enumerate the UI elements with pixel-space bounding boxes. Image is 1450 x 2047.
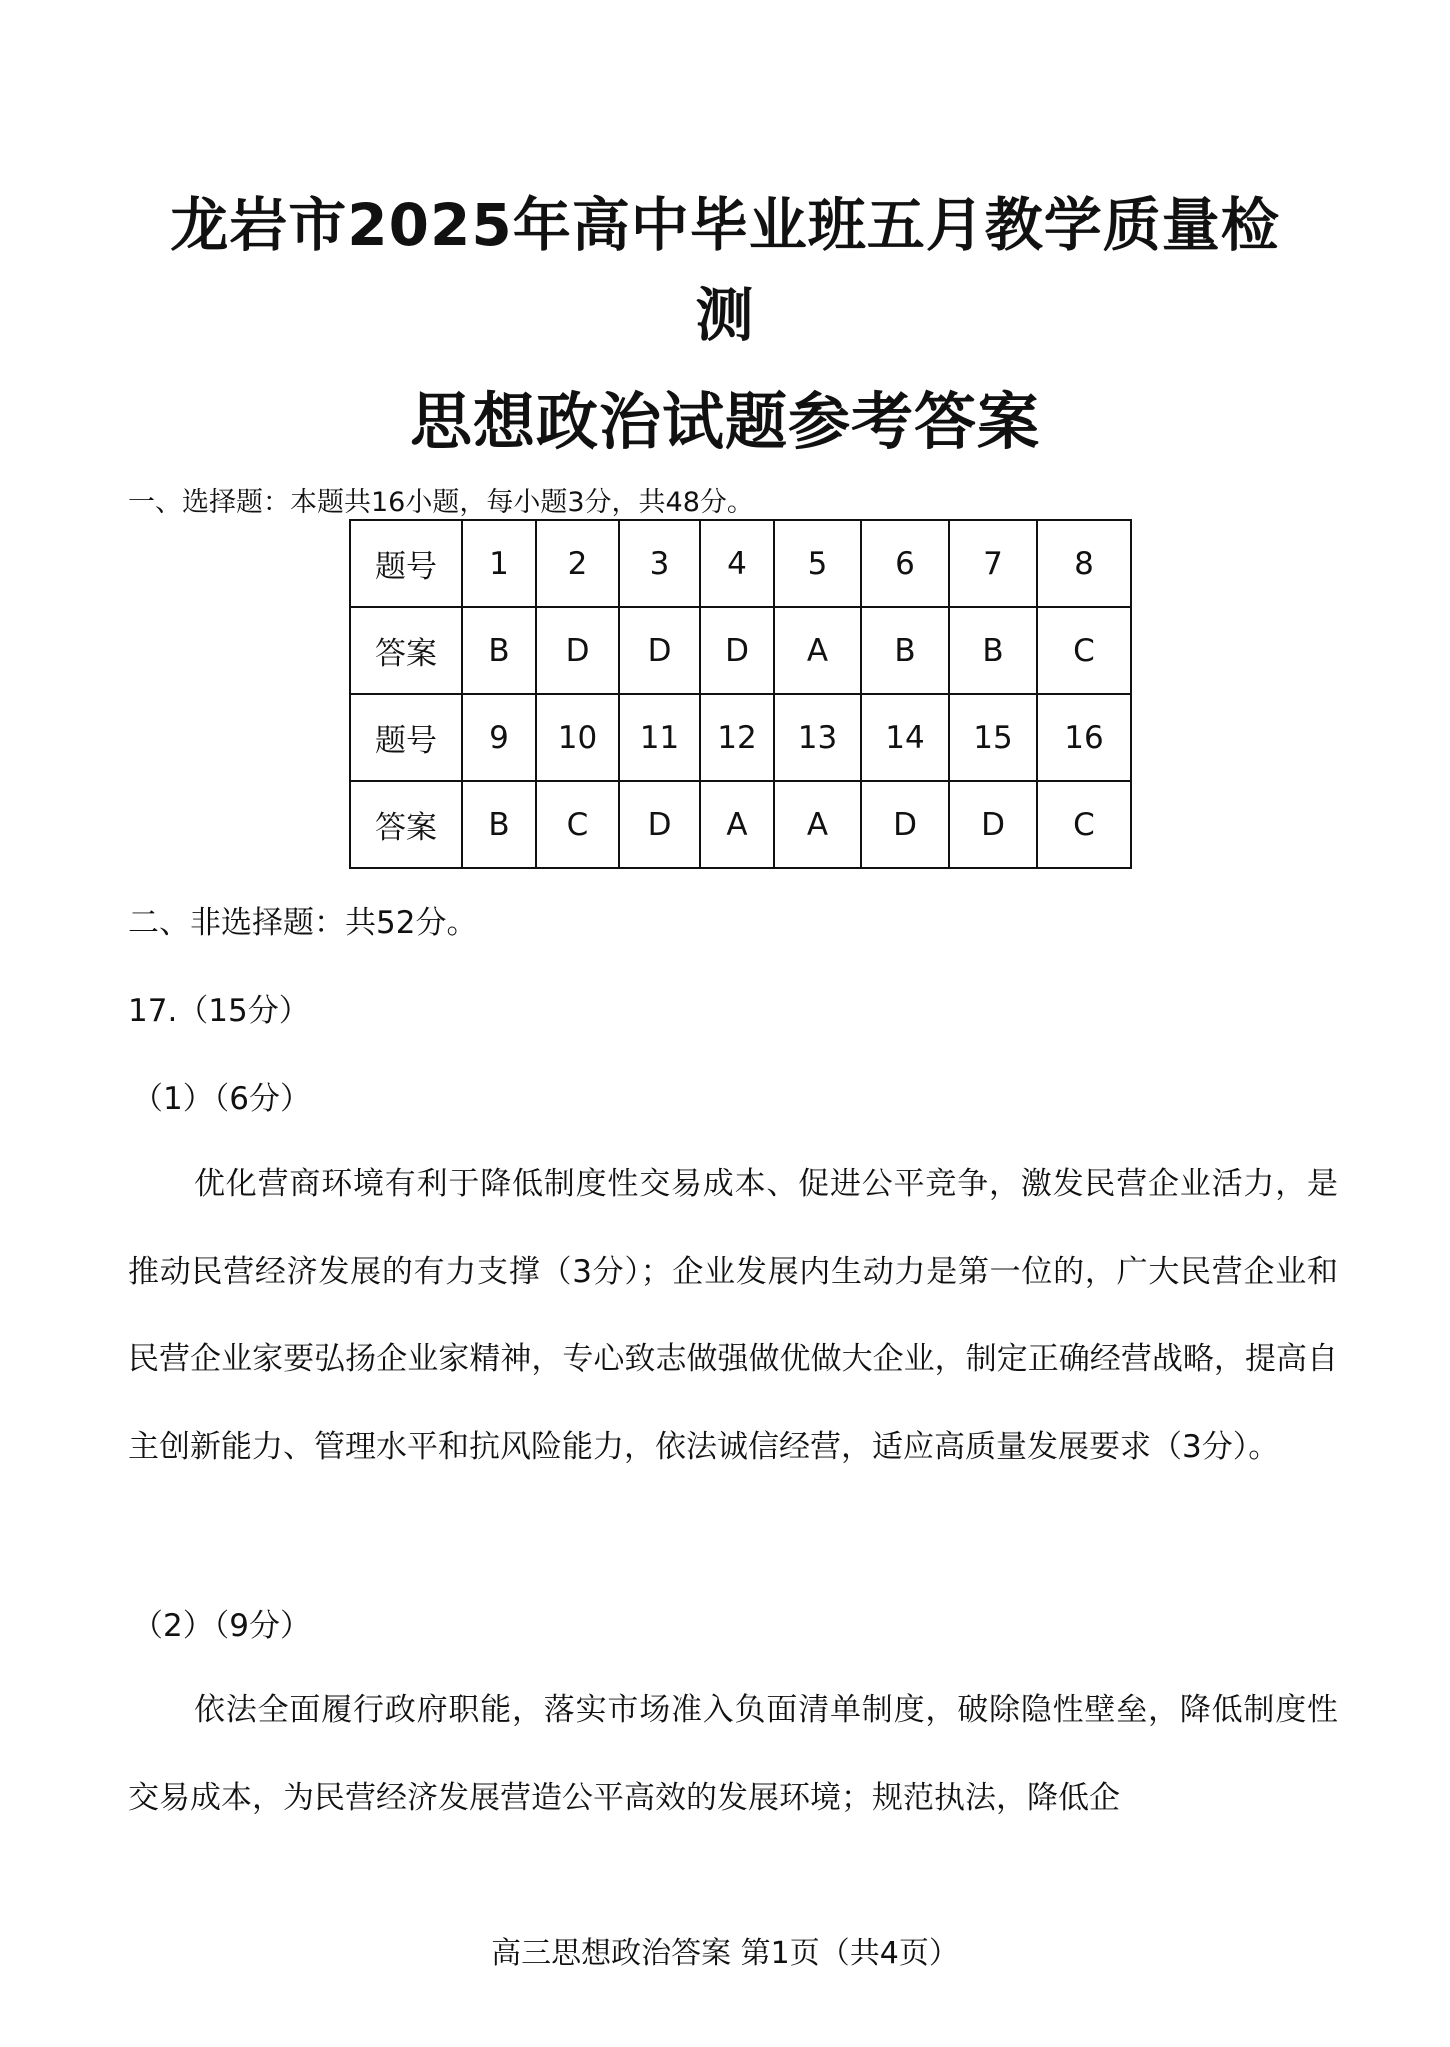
table-cell: 7 — [949, 520, 1037, 607]
table-row-label: 题号 — [350, 520, 462, 607]
table-cell: D — [619, 607, 700, 694]
table-cell: 11 — [619, 694, 700, 781]
table-cell: 2 — [536, 520, 619, 607]
table-cell: D — [619, 781, 700, 868]
table-row — [350, 781, 1131, 868]
document-subtitle: 思想政治试题参考答案 — [409, 385, 1040, 458]
table-cell: C — [1037, 781, 1131, 868]
table-row-label: 答案 — [350, 781, 462, 868]
section-nonchoice-heading: 二、非选择题：共52分。 — [128, 905, 478, 941]
table-cell: A — [774, 781, 861, 868]
table-cell: 1 — [462, 520, 536, 607]
page-footer: 高三思想政治答案 第1页（共4页） — [491, 1936, 959, 1971]
table-cell: 15 — [949, 694, 1037, 781]
document-title-line-2: 测 — [695, 281, 755, 349]
table-cell: 13 — [774, 694, 861, 781]
table-row-label: 答案 — [350, 607, 462, 694]
question-17-part-2-heading: （2）（9分） — [132, 1608, 311, 1644]
table-cell: 6 — [861, 520, 949, 607]
document-title-line-1: 龙岩市2025年高中毕业班五月教学质量检 — [170, 191, 1280, 259]
table-cell: C — [536, 781, 619, 868]
table-row — [350, 520, 1131, 607]
table-cell: A — [700, 781, 774, 868]
table-cell: D — [949, 781, 1037, 868]
question-17-part-1-answer: 优化营商环境有利于降低制度性交易成本、促进公平竞争，激发民营企业活力，是推动民营经济发展的有力支撑（3分）；企业发展内生动力是第一位的，广大民营企业和民营企业家要弘扬企业家精神，专心致志做强做优做大企业，制定正确经营战略，提高自主创新能力、管理水平和抗风险能力，依法诚信经营，适应高质量发展要求（3分）。 — [128, 1166, 1338, 1465]
table-cell: D — [700, 607, 774, 694]
table-cell: B — [861, 607, 949, 694]
table-cell: 4 — [700, 520, 774, 607]
table-cell: B — [949, 607, 1037, 694]
table-cell: 16 — [1037, 694, 1131, 781]
table-cell: D — [536, 607, 619, 694]
table-cell: C — [1037, 607, 1131, 694]
question-17-part-1-heading: （1）（6分） — [132, 1081, 311, 1117]
table-cell: D — [861, 781, 949, 868]
table-cell: 3 — [619, 520, 700, 607]
table-cell: 14 — [861, 694, 949, 781]
table-cell: 8 — [1037, 520, 1131, 607]
table-row — [350, 607, 1131, 694]
table-cell: 10 — [536, 694, 619, 781]
question-17-heading: 17.（15分） — [128, 993, 310, 1029]
table-row — [350, 694, 1131, 781]
table-cell: B — [462, 607, 536, 694]
table-cell: 9 — [462, 694, 536, 781]
table-cell: A — [774, 607, 861, 694]
question-17-part-2-answer: 依法全面履行政府职能，落实市场准入负面清单制度，破除隐性壁垒，降低制度性交易成本，为民营经济发展营造公平高效的发展环境；规范执法，降低企 — [128, 1692, 1338, 1816]
table-cell: 5 — [774, 520, 861, 607]
table-cell: 12 — [700, 694, 774, 781]
table-cell: B — [462, 781, 536, 868]
table-row-label: 题号 — [350, 694, 462, 781]
answer-table — [349, 519, 1132, 869]
section-choice-heading: 一、选择题：本题共16小题，每小题3分，共48分。 — [128, 487, 754, 518]
